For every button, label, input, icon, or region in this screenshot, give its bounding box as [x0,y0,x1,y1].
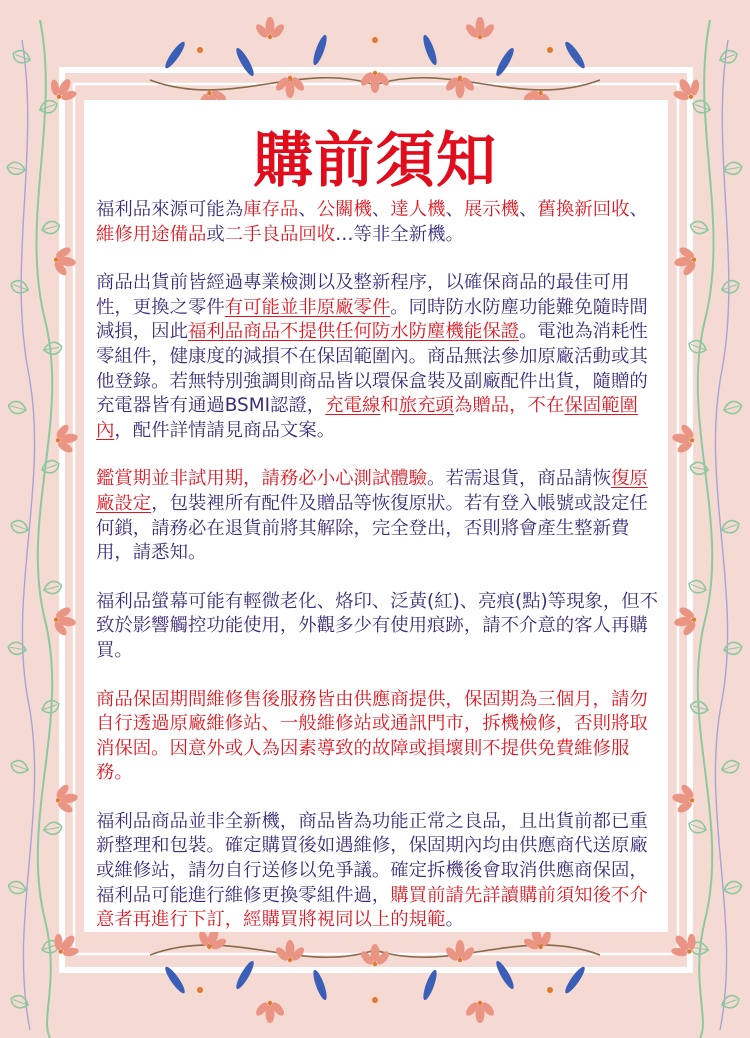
highlight-text: 有可能並非原廠零件 [224,296,391,318]
text: …等非全新機。 [335,223,464,245]
paragraph-returns [96,467,662,565]
highlight-text: 達人機 [390,199,446,220]
text: 。 [445,909,464,931]
highlight-text: 購買前請先詳讀購前須知後不介意者再進行下訂，經購買將視同以上的規範 [96,884,648,931]
highlight-text: 旅充頭 [398,395,454,417]
paragraph-warranty [96,688,662,786]
highlight-text: 為贈品，不在 [453,395,565,417]
highlight-text: 二手良品回收 [224,223,336,245]
text: 福利品來源可能為 [96,199,244,220]
paragraph-source [96,198,662,247]
highlight-text: 舊換新回收 [537,199,630,220]
paragraph-disclaimer [96,810,662,933]
highlight-text: 保固範圍內 [96,395,638,441]
text: 、 [629,199,648,220]
highlight-text: 充電線 [325,395,381,417]
highlight-text: 庫存品 [243,199,299,220]
text: 、 [371,199,391,220]
text: 、 [298,199,317,220]
text: 。同時防水防塵功能難免隨時間減損，因此 [96,296,648,343]
page-title: 購前須知 [253,126,497,196]
paragraph-screen [96,590,662,664]
text: 、 [445,199,464,220]
highlight-text: 展示機 [463,199,520,220]
text: 或 [206,223,225,245]
notice-body [96,198,662,957]
highlight-text: 和 [380,395,399,417]
text: 福利品商品並非全新機，商品皆為功能正常之良品，且出貨前都已重新整理和包裝。確定購買後如遇維修，保固期內均由供應商代送原廠或維修站，請勿自行送修以免爭議。確定拆機後會取消供應商保固，福利品可能進行維修更換零組件過， [96,810,648,906]
text: 福利品螢幕可能有輕微老化、烙印、泛黃(紅)、亮痕(點)等現象，但不致於影響觸控功能使用，外觀多少有使用痕跡，請不介意的客人再購買。 [96,590,659,661]
highlight-text: 公關機 [316,199,372,220]
text: 商品出貨前皆經過專業檢測以及整新程序，以確保商品的最佳可用性，更換之零件 [96,272,630,318]
highlight-text: 維修用途備品 [96,223,207,245]
highlight-text: 鑑賞期並非試用期，請務必小心測試體驗 [96,468,428,490]
text: 。電池為消耗性零組件，健康度的減損不在保固範圍內。商品無法參加原廠活動或其他登錄。若無特別強調則商品皆以環保盒裝及副廠配件出貨，隨贈的充電器皆有通過BSMI認證， [96,321,648,417]
text: ，配件詳情請見商品文案。 [114,419,336,441]
text: 。若需退貨，商品請恢 [427,468,611,490]
text: 、 [519,199,538,220]
highlight-text: 福利品商品不提供任何防水防塵機能保證 [187,321,520,343]
text: ，包裝裡所有配件及贈品等恢復原狀。若有登入帳號或設定任何鎖，請務必在退貨前將其解除，完全登出，否則將會產生整新費用，請悉知。 [96,492,648,564]
highlight-text: 復原廠設定 [96,468,648,514]
paragraph-inspection [96,271,662,443]
highlight-text: 商品保固期間維修售後服務皆由供應商提供，保固期為三個月，請勿自行透過原廠維修站、一般維修站或通訊門市，拆機檢修，否則將取消保固。因意外或人為因素導致的故障或損壞則不提供免費維修服務。 [96,688,648,784]
